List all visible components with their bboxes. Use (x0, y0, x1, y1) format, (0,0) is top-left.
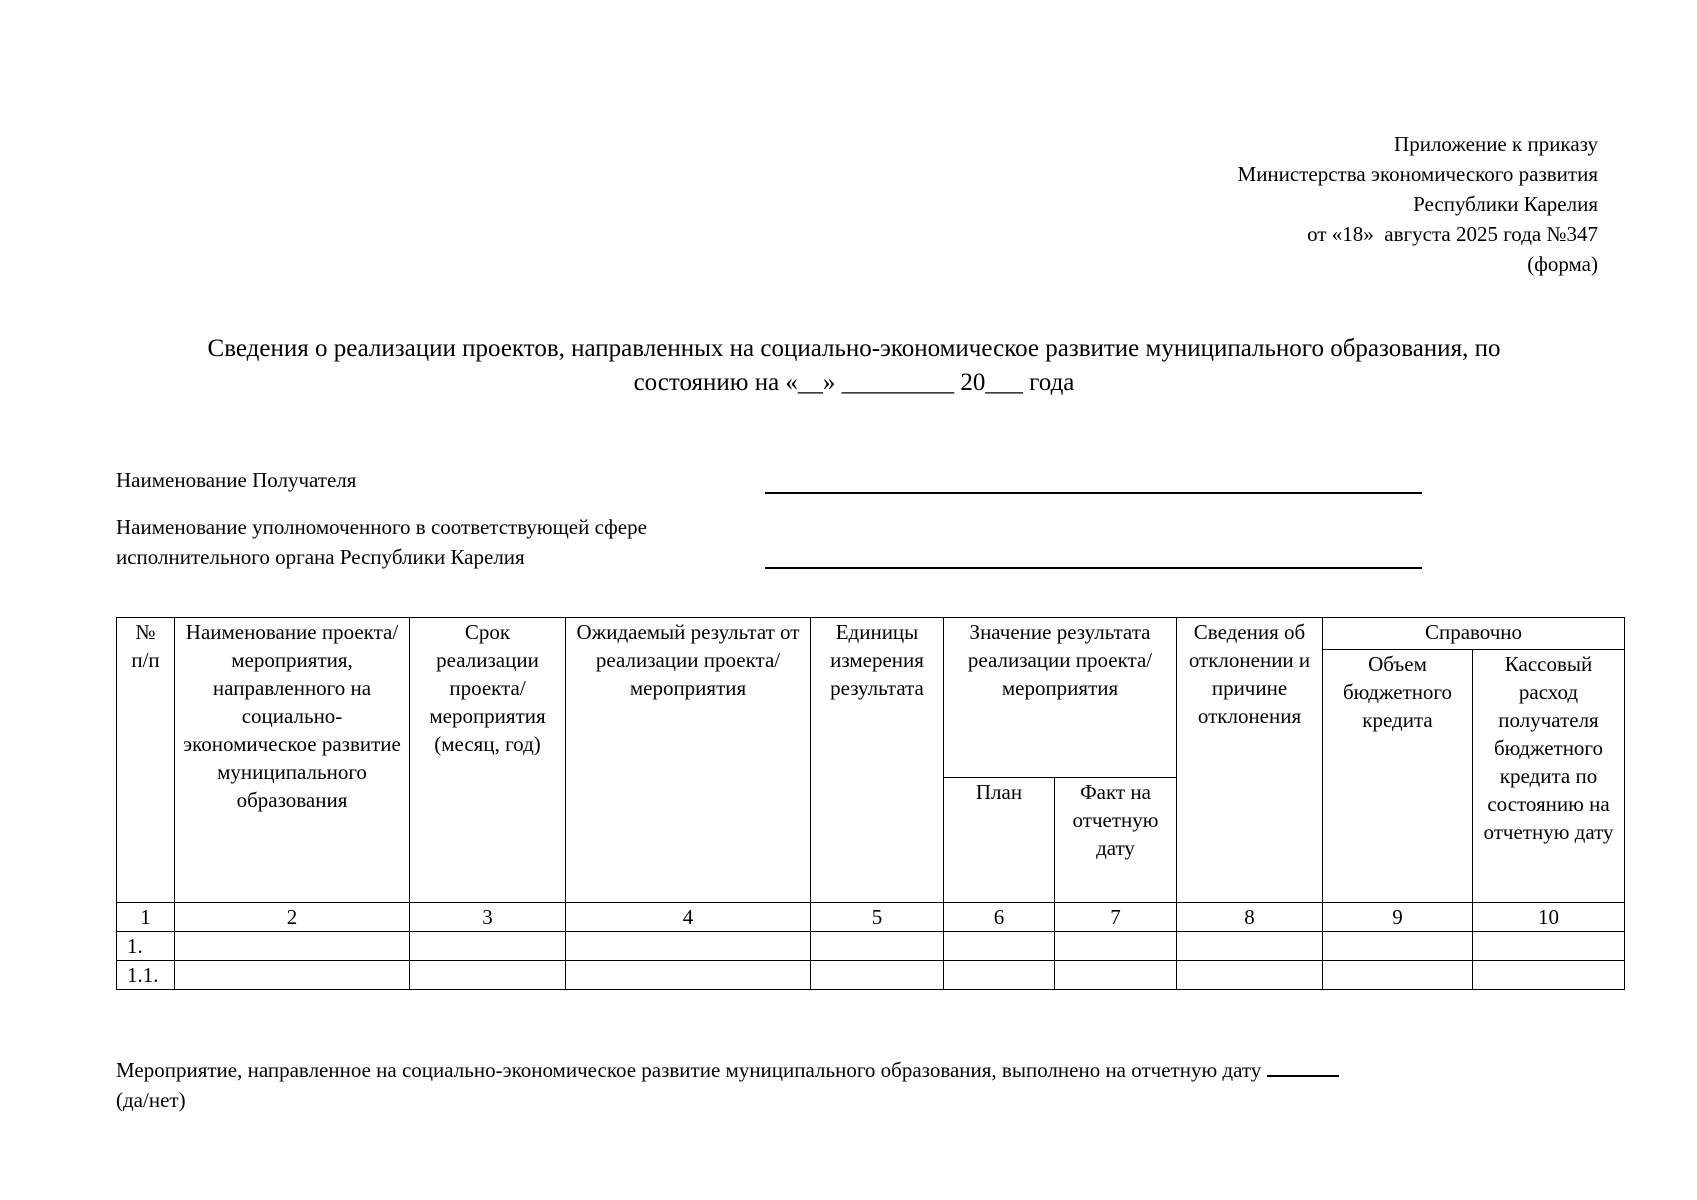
table-cell[interactable] (944, 961, 1055, 990)
header-deviation: Сведения об отклонении и причине отклонения (1177, 618, 1323, 903)
row-number: 1.1. (117, 961, 175, 990)
table-row (117, 932, 1625, 961)
recipient-field (116, 465, 356, 495)
header-plan: План (944, 778, 1055, 903)
table-cell[interactable] (1055, 932, 1177, 961)
table-cell[interactable] (1177, 961, 1323, 990)
header-credit-volume: Объем бюджетного кредита (1323, 650, 1473, 903)
header-reference-group: Справочно (1323, 618, 1625, 650)
authority-label: Наименование уполномоченного в соответствующей сфере исполнительного органа Республики Карелия (116, 515, 647, 569)
authority-input-line[interactable] (765, 567, 1422, 569)
appendix-line: Приложение к приказу (1394, 132, 1598, 156)
table-cell[interactable] (566, 961, 811, 990)
appendix-line: Министерства экономического развития (1237, 162, 1598, 186)
title-line: состоянию на «__» _________ 20___ года (633, 369, 1075, 396)
column-number: 8 (1177, 903, 1323, 932)
table-cell[interactable] (1323, 961, 1473, 990)
document-title (110, 332, 1598, 400)
table-cell[interactable] (1177, 932, 1323, 961)
footer-statement (116, 1055, 1596, 1115)
appendix-line: Республики Карелия (1413, 192, 1598, 216)
table-cell[interactable] (566, 932, 811, 961)
table-cell[interactable] (811, 932, 944, 961)
table-cell[interactable] (1473, 961, 1625, 990)
recipient-input-line[interactable] (765, 492, 1422, 494)
yes-no-input-line[interactable] (1267, 1055, 1339, 1077)
table-cell[interactable] (410, 932, 566, 961)
header-units: Единицы измерения результата (811, 618, 944, 903)
footer-text: Мероприятие, направленное на социально-экономическое развитие муниципального образования, выполнено на отчетную дату (116, 1058, 1262, 1082)
table-cell[interactable] (1323, 932, 1473, 961)
table-row (117, 961, 1625, 990)
appendix-form-note: (форма) (1527, 252, 1598, 276)
header-cash-expense: Кассовый расход получателя бюджетного кредита по состоянию на отчетную дату (1473, 650, 1625, 903)
table-cell[interactable] (410, 961, 566, 990)
row-number: 1. (117, 932, 175, 961)
column-number: 5 (811, 903, 944, 932)
column-number: 7 (1055, 903, 1177, 932)
footer-hint: (да/нет) (116, 1088, 186, 1112)
header-number: № п/п (117, 618, 175, 903)
table-cell[interactable] (1473, 932, 1625, 961)
column-number: 9 (1323, 903, 1473, 932)
table-cell[interactable] (1055, 961, 1177, 990)
header-result-value-group: Значение результата реализации проекта/ мероприятия (944, 618, 1177, 778)
title-line: Сведения о реализации проектов, направленных на социально-экономическое развитие муниципального образования, по (207, 335, 1501, 362)
column-number: 6 (944, 903, 1055, 932)
column-number: 10 (1473, 903, 1625, 932)
header-expected-result: Ожидаемый результат от реализации проекта/мероприятия (566, 618, 811, 903)
column-number: 4 (566, 903, 811, 932)
report-table (116, 617, 1625, 990)
recipient-label: Наименование Получателя (116, 468, 357, 492)
header-term: Срок реализации проекта/ мероприятия (месяц, год) (410, 618, 566, 903)
column-number: 2 (175, 903, 410, 932)
appendix-line: от «18» августа 2025 года №347 (1307, 222, 1598, 246)
numbering-row (117, 903, 1625, 932)
header-fact: Факт на отчетную дату (1055, 778, 1177, 903)
table-cell[interactable] (175, 961, 410, 990)
table-cell[interactable] (944, 932, 1055, 961)
column-number: 3 (410, 903, 566, 932)
appendix-block (1238, 129, 1598, 279)
authority-field (116, 512, 647, 572)
header-project-name: Наименование проекта/ мероприятия, направленного на социально-экономическое развитие муниципального образования (175, 618, 410, 903)
table-cell[interactable] (175, 932, 410, 961)
table-cell[interactable] (811, 961, 944, 990)
column-number: 1 (117, 903, 175, 932)
